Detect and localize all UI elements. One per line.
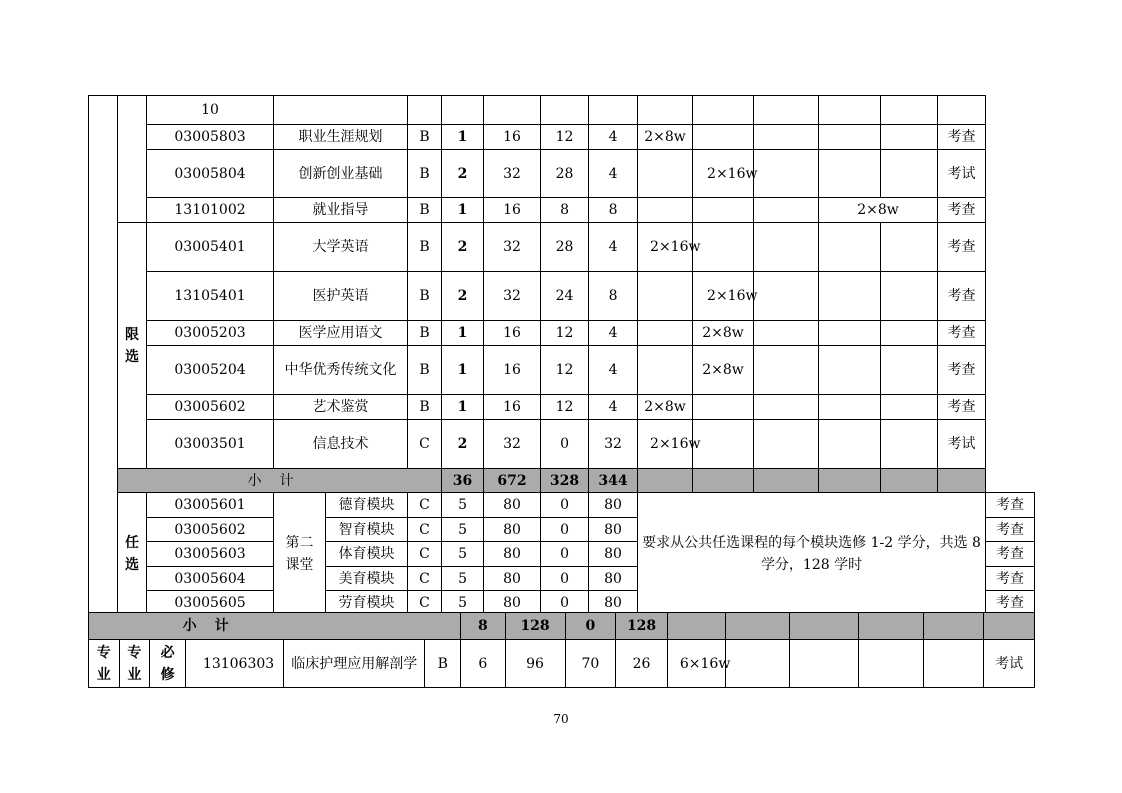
course-code: 03005602	[147, 395, 274, 420]
table-row: 03005204 中华优秀传统文化 B 1 16 12 4 2×8w 考查	[89, 346, 1035, 395]
subtotal-row: 小计 36 672 328 344	[89, 469, 1035, 493]
course-code: 13106303	[186, 640, 284, 688]
course-name: 医学应用语文	[274, 321, 408, 346]
table-row: 03003501 信息技术 C 2 32 0 32 2×16w 考试	[89, 420, 1035, 469]
table-row: 03005603 体育模块 C 5 80 0 80 考查	[89, 542, 1035, 567]
course-name: 艺术鉴赏	[274, 395, 408, 420]
subtotal-row: 小计 8 128 0 128	[89, 613, 1035, 640]
course-code: 03005204	[147, 346, 274, 395]
course-code: 03003501	[147, 420, 274, 469]
table-row	[89, 96, 1035, 125]
category-cell	[89, 96, 118, 616]
table-row: 13105401 医护英语 B 2 32 24 8 2×16w 考查	[89, 272, 1035, 321]
course-name: 美育模块	[326, 567, 408, 591]
course-name: 大学英语	[274, 223, 408, 272]
course-name: 信息技术	[274, 420, 408, 469]
table-row: 03005203 医学应用语文 B 1 16 12 4 2×8w 考查	[89, 321, 1035, 346]
course-name: 德育模块	[326, 493, 408, 518]
group-second-classroom: 第二课堂	[274, 493, 326, 616]
course-name: 医护英语	[274, 272, 408, 321]
course-table-bottom	[88, 612, 1035, 688]
course-code: 03005603	[147, 542, 274, 567]
table-row: 03005602 艺术鉴赏 B 1 16 12 4 2×8w 考查	[89, 395, 1035, 420]
course-name: 就业指导	[274, 198, 408, 223]
course-code: 13105401	[147, 272, 274, 321]
course-code: 03005804	[147, 150, 274, 198]
group-cell	[118, 96, 147, 223]
page-number: 70	[553, 712, 569, 726]
major-required: 必修	[150, 640, 186, 688]
course-code: 03005803	[147, 125, 274, 150]
course-code: 03005604	[147, 567, 274, 591]
course-code: 10	[147, 96, 274, 125]
course-name: 创新创业基础	[274, 150, 408, 198]
course-name: 智育模块	[326, 518, 408, 542]
course-code: 13101002	[147, 198, 274, 223]
table-row: 03005602 智育模块 C 5 80 0 80 考查	[89, 518, 1035, 542]
course-code: 03005605	[147, 591, 274, 616]
course-code: 03005601	[147, 493, 274, 518]
course-code: 03005602	[147, 518, 274, 542]
subtotal-label: 小计	[118, 469, 442, 493]
table-row: 限选 03005401 大学英语 B 2 32 28 4 2×16w 考查	[89, 223, 1035, 272]
course-name: 临床护理应用解剖学	[284, 640, 425, 688]
major-category: 专业	[89, 640, 120, 688]
table-row: 专业 专业 必修 13106303 临床护理应用解剖学 B 6 96 70 26 6×16w 考试	[89, 640, 1035, 688]
table-row: 03005803 职业生涯规划 B 1 16 12 4 2×8w 考查	[89, 125, 1035, 150]
table-row: 03005804 创新创业基础 B 2 32 28 4 2×16w 考试	[89, 150, 1035, 198]
limited-label: 限选	[118, 223, 147, 469]
course-table	[88, 95, 1035, 616]
elective-note: 要求从公共任选课程的每个模块选修 1-2 学分，共选 8 学分，128 学时	[638, 493, 986, 616]
table-row: 13101002 就业指导 B 1 16 8 8 2×8w 考查	[89, 198, 1035, 223]
course-name: 劳育模块	[326, 591, 408, 616]
table-row: 03005604 美育模块 C 5 80 0 80 考查	[89, 567, 1035, 591]
elective-label: 任选	[118, 493, 147, 616]
table-row: 03005605 劳育模块 C 5 80 0 80 考查	[89, 591, 1035, 616]
table-row: 任选 03005601 第二课堂 德育模块 C 5 80 0 80 要求从公共任选课程的每个模块选修 1-2 学分，共选 8 学分，128 学时 考查	[89, 493, 1035, 518]
course-code: 03005203	[147, 321, 274, 346]
course-name: 体育模块	[326, 542, 408, 567]
subtotal-label: 小计	[89, 613, 461, 640]
major-subcategory: 专业	[119, 640, 150, 688]
course-name	[274, 96, 408, 125]
course-name: 职业生涯规划	[274, 125, 408, 150]
course-name: 中华优秀传统文化	[274, 346, 408, 395]
course-code: 03005401	[147, 223, 274, 272]
